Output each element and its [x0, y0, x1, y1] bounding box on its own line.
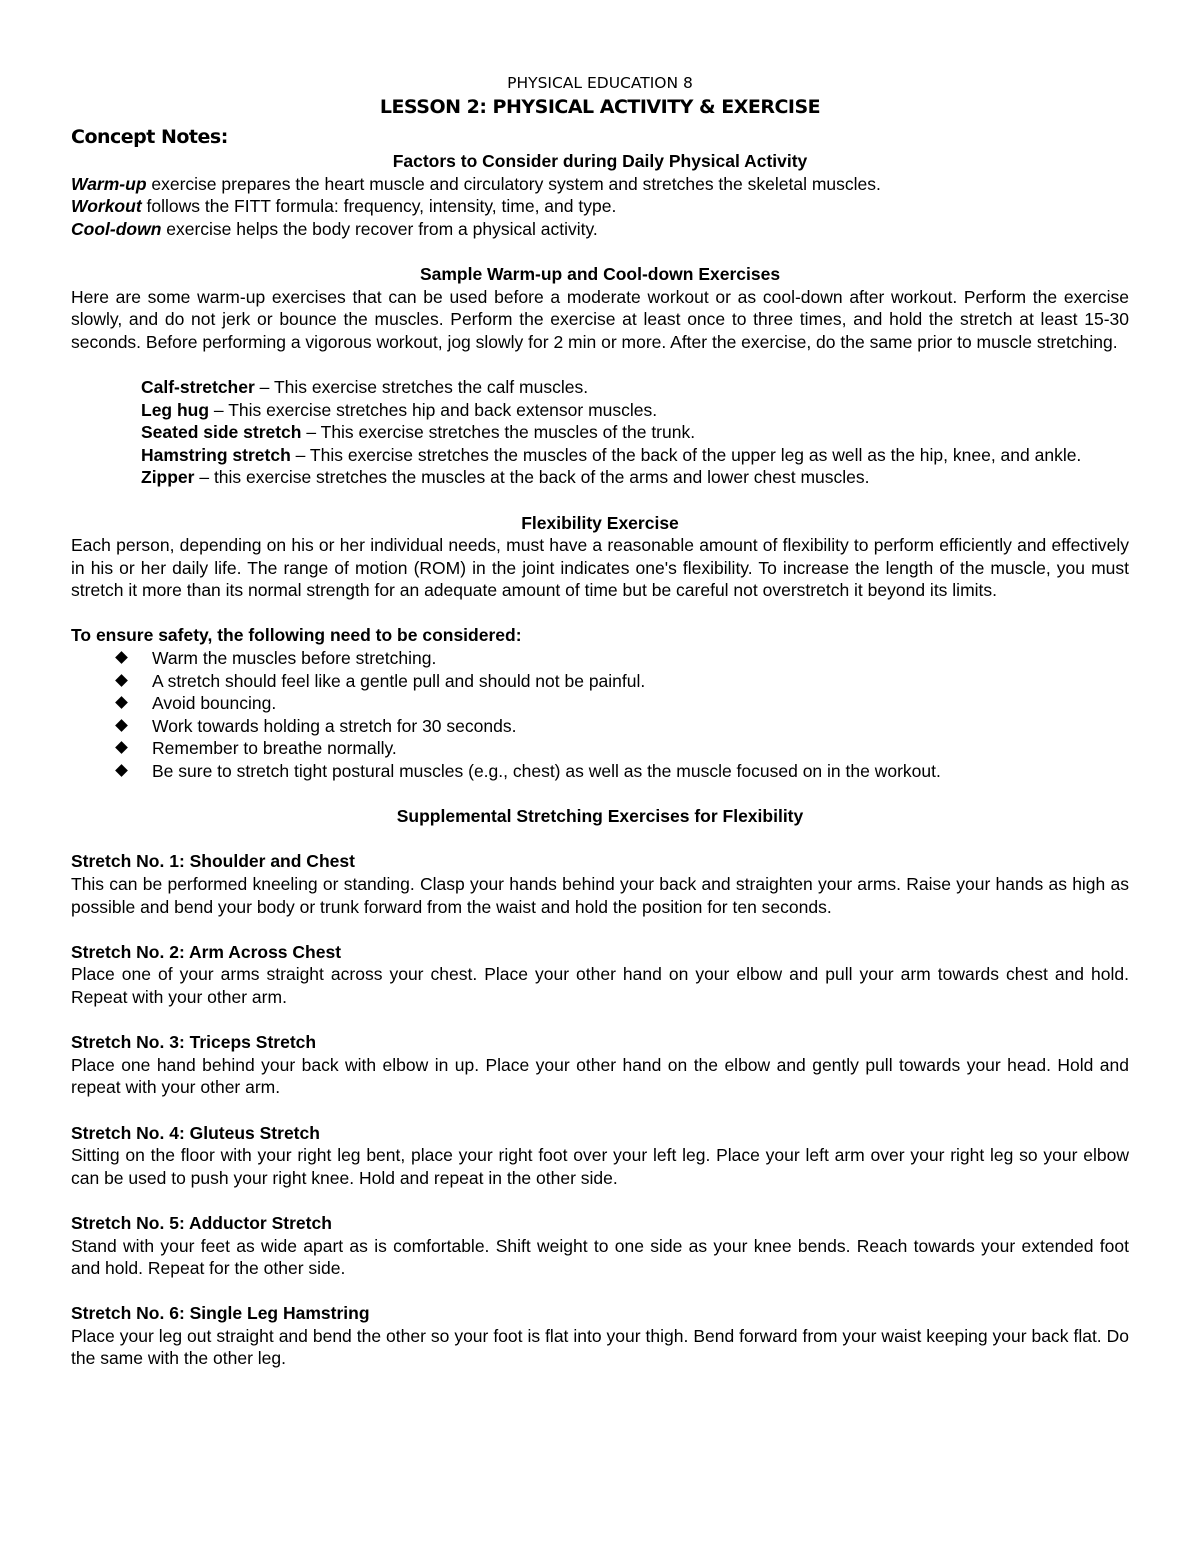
- safety-item-text: Remember to breathe normally.: [152, 738, 397, 759]
- exercise-name: Calf-stretcher: [141, 376, 255, 397]
- exercise-name: Leg hug: [141, 399, 210, 420]
- stretch-title: Stretch No. 2: Arm Across Chest: [71, 941, 342, 962]
- exercise-desc: – this exercise stretches the muscles at the back of the arms and lower chest muscles.: [194, 467, 870, 488]
- sample-exercises-title: Sample Warm-up and Cool-down Exercises: [419, 263, 781, 284]
- list-item: [71, 670, 1129, 693]
- factor-text: follows the FITT formula: frequency, intensity, time, and type.: [141, 196, 617, 217]
- stretch-block: [71, 941, 1129, 1009]
- flexibility-title: Flexibility Exercise: [521, 512, 679, 533]
- stretch-title: Stretch No. 6: Single Leg Hamstring: [71, 1303, 370, 1324]
- exercise-name: Seated side stretch: [141, 422, 302, 443]
- factor-text: exercise prepares the heart muscle and circulatory system and stretches the skeletal muscles.: [146, 173, 881, 194]
- diamond-bullet-icon: [115, 696, 128, 709]
- stretch-block: [71, 850, 1129, 918]
- stretch-text: This can be performed kneeling or standing. Clasp your hands behind your back and straighten your arms. Raise your hands as high as possible and bend your body or trunk forward from the waist and hold the position for ten seconds.: [71, 874, 1129, 917]
- stretch-text: Place one of your arms straight across your chest. Place your other hand on your elbow and pull your arm towards chest and hold. Repeat with your other arm.: [71, 964, 1129, 1007]
- safety-title: To ensure safety, the following need to be considered:: [71, 625, 522, 646]
- factor-cooldown: [71, 218, 1129, 241]
- diamond-bullet-icon: [115, 764, 128, 777]
- exercise-item: [71, 399, 1129, 422]
- exercise-item: [71, 376, 1129, 399]
- safety-item-text: A stretch should feel like a gentle pull and should not be painful.: [152, 670, 646, 691]
- stretch-text: Place your leg out straight and bend the other so your foot is flat into your thigh. Bend forward from your waist keeping your back flat. Do the same with the other leg.: [71, 1325, 1129, 1369]
- factor-term: Cool-down: [71, 218, 162, 239]
- exercise-name: Hamstring stretch: [141, 444, 291, 465]
- exercise-item: [71, 444, 1129, 467]
- factor-text: exercise helps the body recover from a physical activity.: [161, 218, 598, 239]
- list-item: [71, 692, 1129, 715]
- list-item: [71, 715, 1129, 738]
- exercise-name: Zipper: [141, 467, 195, 488]
- concept-notes-heading: Concept Notes:: [71, 126, 228, 148]
- exercise-item: [71, 466, 1129, 489]
- safety-item-text: Work towards holding a stretch for 30 seconds.: [152, 715, 517, 736]
- diamond-bullet-icon: [115, 742, 128, 755]
- factor-term: Workout: [71, 196, 142, 217]
- stretch-title: Stretch No. 4: Gluteus Stretch: [71, 1122, 320, 1143]
- list-item: [71, 760, 1129, 783]
- factor-term: Warm-up: [71, 173, 147, 194]
- exercise-item: [71, 421, 1129, 444]
- stretch-text: Stand with your feet as wide apart as is comfortable. Shift weight to one side as your knee bends. Reach towards your extended foot and hold. Repeat for the other side.: [71, 1235, 1129, 1279]
- stretch-text: Sitting on the floor with your right leg bent, place your right foot over your left leg. Place your left arm over your right leg so your elbow can be used to push your right knee. Hold and repeat in the other side.: [71, 1145, 1129, 1188]
- stretch-title: Stretch No. 3: Triceps Stretch: [71, 1032, 317, 1053]
- stretch-block: [71, 1212, 1129, 1280]
- diamond-bullet-icon: [115, 651, 128, 664]
- list-item: [71, 737, 1129, 760]
- stretch-block: [71, 1122, 1129, 1190]
- sample-intro-paragraph: Here are some warm-up exercises that can be used before a moderate workout or as cool-down after workout. Perform the exercise slowly, and do not jerk or bounce the muscles. Perform the exercise at least once to three times, and hold the stretch at least 15-30 seconds. Before performing a vigorous workout, jog slowly for 2 min or more. After the exercise, do the same prior to muscle stretching.: [71, 286, 1129, 352]
- factor-warmup: [71, 173, 1129, 196]
- diamond-bullet-icon: [115, 674, 128, 687]
- stretch-block: [71, 1302, 1129, 1370]
- lesson-title: LESSON 2: PHYSICAL ACTIVITY & EXERCISE: [379, 96, 821, 118]
- safety-list: [71, 647, 1129, 783]
- stretch-block: [71, 1031, 1129, 1099]
- stretch-title: Stretch No. 5: Adductor Stretch: [71, 1212, 332, 1233]
- safety-item-text: Warm the muscles before stretching.: [152, 648, 437, 669]
- exercise-desc: – This exercise stretches the muscles of the trunk.: [301, 422, 696, 443]
- subject-heading: PHYSICAL EDUCATION 8: [507, 74, 693, 92]
- flexibility-paragraph: Each person, depending on his or her individual needs, must have a reasonable amount of flexibility to perform efficiently and effectively in his or her daily life. The range of motion (ROM) in the joint indicates one's flexibility. To increase the length of the muscle, you must stretch it more than its normal strength for an adequate amount of time but be careful not overstretch it beyond its limits.: [71, 535, 1129, 601]
- safety-item-text: Be sure to stretch tight postural muscles (e.g., chest) as well as the muscle focused on in the workout.: [152, 761, 941, 782]
- stretch-text: Place one hand behind your back with elbow in up. Place your other hand on the elbow and gently pull towards your head. Hold and repeat with your other arm.: [71, 1054, 1129, 1098]
- document-page: [71, 72, 1129, 1370]
- supplemental-title: Supplemental Stretching Exercises for Flexibility: [396, 806, 804, 827]
- stretch-title: Stretch No. 1: Shoulder and Chest: [71, 851, 355, 872]
- safety-item-text: Avoid bouncing.: [152, 693, 277, 714]
- exercise-desc: – This exercise stretches the calf muscles.: [254, 376, 589, 397]
- list-item: [71, 647, 1129, 670]
- exercise-desc: – This exercise stretches the muscles of the back of the upper leg as well as the hip, knee, and ankle.: [290, 444, 1082, 465]
- exercise-desc: – This exercise stretches hip and back extensor muscles.: [209, 399, 658, 420]
- factors-title: Factors to Consider during Daily Physical Activity: [392, 151, 808, 171]
- factor-workout: [71, 195, 1129, 218]
- diamond-bullet-icon: [115, 719, 128, 732]
